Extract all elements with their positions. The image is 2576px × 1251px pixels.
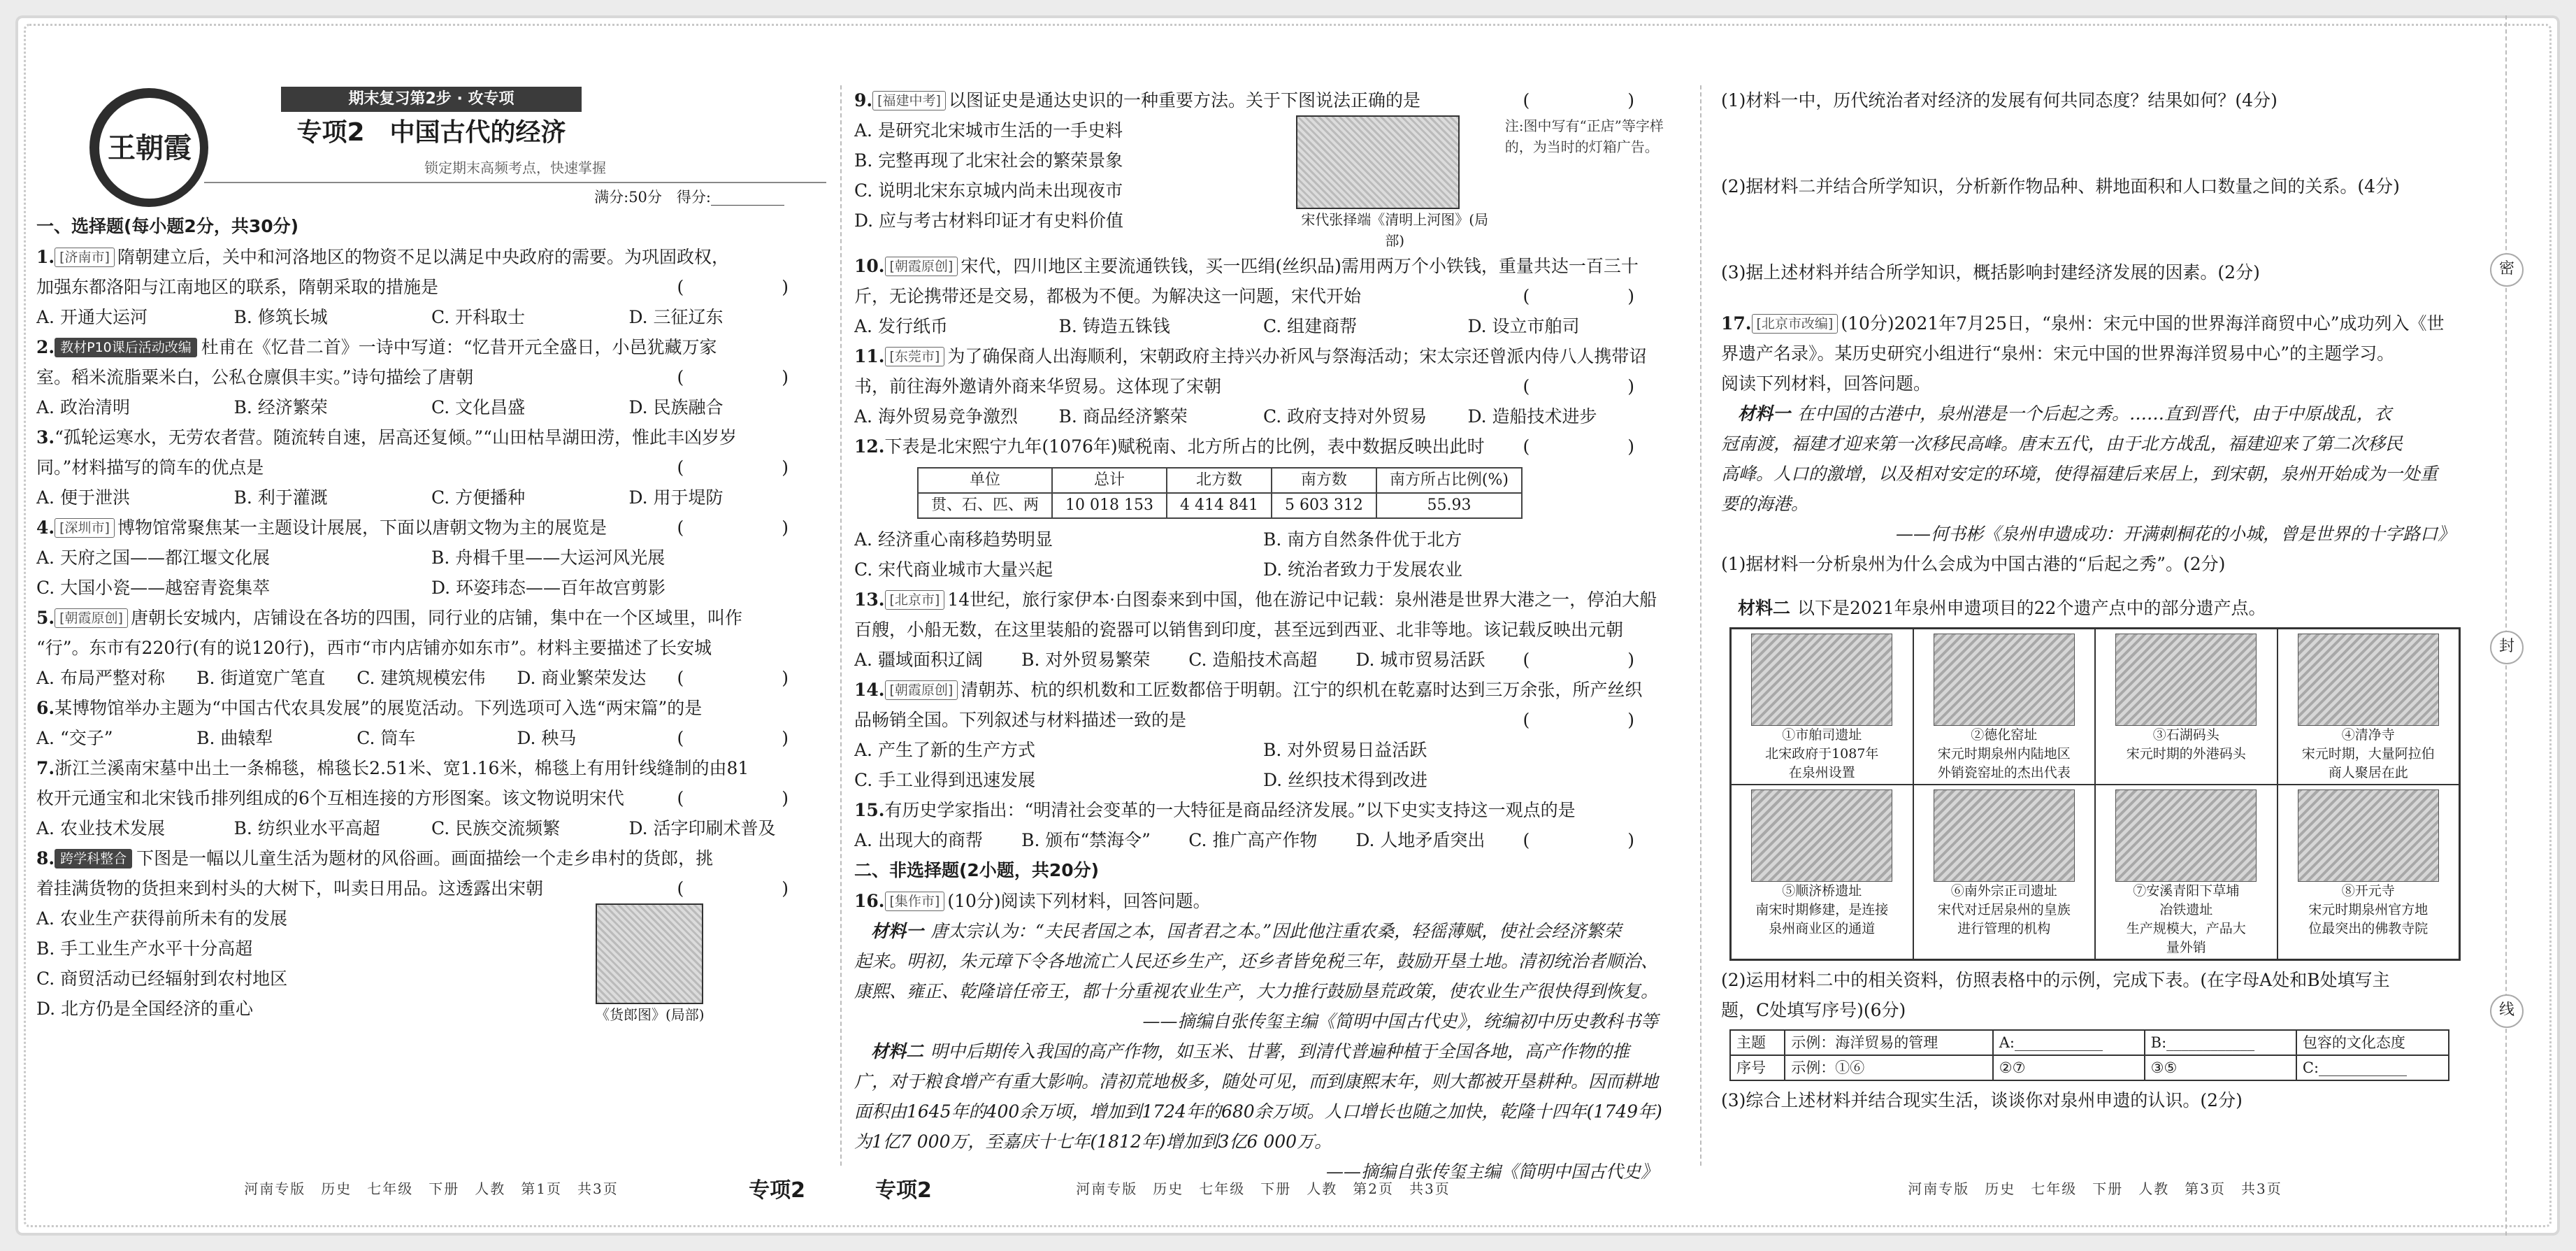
answer-bracket[interactable]: ( ) [1523, 90, 1655, 110]
subquestion: (3)据上述材料并结合所学知识，概括影响封建经济发展的因素。(2分) [1721, 262, 2260, 283]
answer-bracket[interactable]: ( ) [677, 517, 810, 538]
site-photo [1751, 634, 1892, 726]
site-desc: 南宋时期修建，是连接 [1755, 902, 1889, 917]
option[interactable]: C. 大国小瓷——越窑青瓷集萃 [36, 578, 271, 598]
question-17 [1721, 308, 2469, 1115]
q-num: 9. [854, 90, 873, 110]
site-title: ③石湖码头 [2152, 727, 2219, 743]
q-num: 5. [36, 608, 55, 628]
table-header-cell: 南方数 [1272, 468, 1376, 493]
site-photo [1934, 634, 2075, 726]
option[interactable]: C. 宋代商业城市大量兴起 [854, 559, 1053, 580]
option[interactable]: A. 出现大的商帮 [854, 830, 983, 850]
q-num: 12. [854, 436, 885, 457]
subquestion: (3)综合上述材料并结合现实生活，谈谈你对泉州申遗的认识。(2分) [1721, 1090, 2243, 1110]
q-text: 浙江兰溪南宋墓中出土一条棉毯，棉毯长2.51米、宽1.16米，棉毯上有用针线缝制的由81 [55, 758, 749, 778]
answer-bracket[interactable]: ( ) [1523, 650, 1655, 670]
site-photo [2115, 634, 2257, 726]
material-citation: ——摘编自张传玺主编《简明中国古代史》，统编初中历史教科书等 [1142, 1011, 1658, 1031]
option[interactable]: D. 人地矛盾突出 [1355, 830, 1485, 850]
answer-bracket[interactable]: ( ) [677, 367, 810, 387]
q-source: [朝霞原创] [55, 608, 128, 628]
site-desc: 宋元时期的外港码头 [2126, 746, 2246, 762]
site-desc: 位最突出的佛教寺院 [2308, 921, 2429, 936]
q-num: 1. [36, 247, 55, 267]
site-title: ⑤顺济桥遗址 [1782, 883, 1862, 899]
question-13 [854, 585, 1672, 675]
option[interactable]: D. 商业繁荣发达 [517, 668, 647, 688]
site-card [2278, 629, 2460, 785]
site-desc: 宋元时期，大量阿拉伯 [2301, 746, 2435, 762]
q-text: 品畅销全国。下列叙述与材料描述一致的是 [854, 710, 1187, 730]
option[interactable]: B. 修筑长城 [233, 307, 328, 327]
subquestion: (2)运用材料二中的相关资料，仿照表格中的示例，完成下表。(在字母A处和B处填写主 [1721, 970, 2390, 990]
question-14 [854, 675, 1672, 795]
option[interactable]: D. 造船技术进步 [1467, 406, 1597, 427]
site-desc: 宋元时期泉州官方地 [2308, 902, 2429, 917]
q-source: [北京市] [885, 590, 945, 610]
q-source: [福建中考] [872, 91, 946, 110]
section-1-heading: 一、选择题(每小题2分，共30分) [36, 216, 299, 236]
option[interactable]: B. 对外贸易繁荣 [1021, 650, 1151, 670]
page-subtitle: 锁定期末高频考点，快速掌握 [204, 154, 826, 183]
site-desc: 宋元时期泉州内陆地区 [1937, 746, 2071, 762]
answer-cell[interactable]: B:____________ [2145, 1030, 2296, 1055]
q-source: [济南市] [55, 248, 115, 267]
option[interactable]: B. 利于灌溉 [233, 487, 328, 508]
q-num: 13. [854, 589, 885, 610]
figure-caption: 宋代张择端《清明上河图》(局部) [1301, 211, 1489, 249]
header-banner: 期末复习第2步 · 攻专项 [281, 87, 582, 112]
q-text: 隋朝建立后，关中和河洛地区的物资不足以满足中央政府的需要。为巩固政权， [117, 247, 729, 267]
answer-bracket[interactable]: ( ) [677, 878, 810, 899]
table-cell: 示例：①⑥ [1785, 1055, 1992, 1080]
site-card [1731, 785, 1913, 959]
material-text: 起来。明初，朱元璋下令各地流亡人民还乡生产，还乡者皆免税三年，鼓励开垦土地。清初统治者顺治、 [854, 951, 1659, 971]
page-footer: 河南专版 历史 七年级 下册 人教 第1页 共3页 [244, 1180, 619, 1197]
site-photo [1934, 789, 2075, 882]
site-desc: 宋代对迁居泉州的皇族 [1937, 902, 2071, 917]
q-text: (10分)阅读下列材料，回答问题。 [947, 891, 1211, 911]
material-citation: ——摘编自张传玺主编《简明中国古代史》 [1325, 1161, 1658, 1182]
question-2 [36, 332, 826, 422]
qingming-scroll-image [1296, 115, 1460, 209]
q-text: 书，前往海外邀请外商来华贸易。这体现了宋朝 [854, 376, 1222, 396]
site-desc: 生产规模大，产品大 [2126, 921, 2246, 936]
question-11 [854, 341, 1672, 431]
option[interactable]: D. 环姿玮态——百年故宫剪影 [431, 578, 666, 598]
table-header-cell: 南方所占比例(%) [1376, 468, 1522, 493]
q-text: 14世纪，旅行家伊本·白图泰来到中国，他在游记中记载：泉州港是世界大港之一，停泊大船 [947, 589, 1657, 610]
subquestion: 题，C处填写序号)(6分) [1721, 1000, 1906, 1020]
q-source: [朝霞原创] [885, 257, 958, 276]
answer-space[interactable] [1721, 201, 2469, 257]
page-footer: 河南专版 历史 七年级 下册 人教 第2页 共3页 [1076, 1180, 1451, 1197]
option[interactable]: C. 文化昌盛 [431, 397, 526, 417]
answer-space[interactable] [1721, 115, 2469, 171]
option[interactable]: C. 筒车 [357, 728, 416, 748]
q-text: 下图是一幅以儿童生活为题材的风俗画。画面描绘一个走乡串村的货郎，挑 [136, 848, 714, 868]
option[interactable]: C. 说明北宋东京城内尚未出现夜市 [854, 180, 1123, 201]
material-text: 康熙、雍正、乾隆谙任帝王，都十分重视农业生产，大力推行鼓励垦荒政策，使农业生产很快得到恢复。 [854, 981, 1659, 1001]
question-5 [36, 603, 826, 693]
subquestion: (1)据材料一分析泉州为什么会成为中国古港的“后起之秀”。(2分) [1721, 554, 2226, 574]
material-text: 面积由1645年的400余万顷，增加到1724年的680余万顷。人口增长也随之加快，乾隆十四年(1749年) [854, 1101, 1662, 1122]
material-text: 要的海港。 [1721, 494, 1809, 514]
table-cell: 5 603 312 [1272, 493, 1376, 518]
page-3 [1721, 15, 2469, 1236]
subquestion: (2)据材料二并结合所学知识，分析新作物品种、耕地面积和人口数量之间的关系。(4分) [1721, 176, 2400, 196]
q-text: “行”。东市有220行(有的说120行)，西市“市内店铺亦如东市”。材料主要描述了长安城 [36, 638, 712, 658]
site-desc: 在泉州设置 [1788, 765, 1855, 780]
answer-bracket[interactable]: ( ) [677, 668, 810, 688]
option[interactable]: C. 民族交流频繁 [431, 818, 561, 838]
peddler-painting-image [596, 903, 703, 1004]
option[interactable]: D. 丝织技术得到改进 [1263, 770, 1428, 790]
option[interactable]: B. 商品经济繁荣 [1058, 406, 1188, 427]
option[interactable]: D. 统治者致力于发展农业 [1263, 559, 1463, 580]
material-label: 材料一 [1738, 403, 1791, 424]
table-cell: 序号 [1730, 1055, 1785, 1080]
exam-sheet [15, 15, 2560, 1236]
tax-table [917, 467, 1523, 519]
option[interactable]: C. 手工业得到迅速发展 [854, 770, 1036, 790]
q-text: (10分)2021年7月25日，“泉州：宋元中国的世界海洋商贸中心”成功列入《世 [1841, 313, 2445, 334]
q-num: 7. [36, 758, 55, 778]
table-row [918, 493, 1522, 518]
question-16-subquestions [1721, 85, 2469, 308]
option[interactable]: D. 设立市舶司 [1467, 316, 1580, 336]
site-photo [2298, 634, 2439, 726]
seal-char: 封 [2490, 631, 2524, 664]
q-source: [集作市] [885, 892, 945, 911]
option[interactable]: A. 发行纸币 [854, 316, 948, 336]
option[interactable]: A. 海外贸易竞争激烈 [854, 406, 1018, 427]
table-cell: ③⑤ [2145, 1055, 2296, 1080]
q-text: 着挂满货物的货担来到村头的大树下，叫卖日用品。这透露出宋朝 [36, 878, 544, 899]
q-source: [北京市改编] [1752, 314, 1839, 334]
table-row [1730, 1055, 2449, 1080]
answer-bracket[interactable]: ( ) [677, 788, 810, 808]
option[interactable]: D. 用于堤防 [628, 487, 724, 508]
q-num: 6. [36, 698, 55, 718]
material-label: 材料二 [1738, 598, 1791, 618]
site-card [1913, 785, 2096, 959]
question-9 [854, 85, 1672, 251]
option[interactable]: A. 政治清明 [36, 397, 130, 417]
option[interactable]: C. 建筑规模宏伟 [357, 668, 486, 688]
page-1 [36, 15, 826, 1236]
option[interactable]: C. 造船技术高超 [1188, 650, 1318, 670]
option[interactable]: A. 天府之国——都江堰文化展 [36, 548, 270, 568]
answer-bracket[interactable]: ( ) [677, 728, 810, 748]
site-card [2278, 785, 2460, 959]
option[interactable]: D. 秧马 [517, 728, 577, 748]
q-text: 唐朝长安城内，店铺设在各坊的四围，同行业的店铺，集中在一个区域里，叫作 [130, 608, 742, 628]
option[interactable]: B. 经济繁荣 [233, 397, 328, 417]
option[interactable]: B. 对外贸易日益活跃 [1263, 740, 1427, 760]
q-num: 15. [854, 800, 885, 820]
option[interactable]: C. 商贸活动已经辐射到农村地区 [36, 968, 288, 989]
option[interactable]: A. 开通大运河 [36, 307, 147, 327]
site-desc: 北宋政府于1087年 [1765, 746, 1879, 762]
site-desc: 泉州商业区的通道 [1769, 921, 1876, 936]
material-text: 高峰。人口的激增，以及相对安定的环境，使得福建后来居上，到宋朝，泉州开始成为一处重 [1721, 464, 2438, 484]
table-header-cell: 总计 [1052, 468, 1167, 493]
table-header-cell: 北方数 [1167, 468, 1272, 493]
option[interactable]: A. 产生了新的生产方式 [854, 740, 1035, 760]
q-num: 17. [1721, 313, 1752, 334]
option[interactable]: B. 铸造五铢钱 [1058, 316, 1170, 336]
site-title: ①市舶司遗址 [1782, 727, 1862, 743]
seal-char: 密 [2490, 253, 2524, 287]
answer-bracket[interactable]: ( ) [1523, 286, 1655, 306]
option[interactable]: B. 纺织业水平高超 [233, 818, 380, 838]
table-header-row [918, 468, 1522, 493]
material-label: 材料一 [871, 921, 924, 941]
q-text: 加强东都洛阳与江南地区的联系，隋朝采取的措施是 [36, 277, 439, 297]
q-text: 阅读下列材料，回答问题。 [1721, 373, 1931, 394]
q-text: 斤，无论携带还是交易，都极为不便。为解决这一问题，宋代开始 [854, 286, 1362, 306]
q-text: 为了确保商人出海顺利，宋朝政府主持兴办祈风与祭海活动；宋太宗还曾派内侍八人携带诏 [947, 346, 1647, 366]
answer-bracket[interactable]: ( ) [677, 457, 810, 478]
table-cell: 55.93 [1376, 493, 1522, 518]
seal-char: 线 [2490, 994, 2524, 1028]
material-citation: ——何书彬《泉州申遗成功：开满刺桐花的小城，曾是世界的十字路口》 [1895, 524, 2455, 544]
q-text: 枚开元通宝和北宋钱币排列组成的6个互相连接的方形图案。该文物说明宋代 [36, 788, 624, 808]
question-8 [36, 843, 826, 1025]
site-title: ④清净寺 [2341, 727, 2395, 743]
footer-spec-label: 专项2 [875, 1178, 932, 1203]
q-num: 3. [36, 427, 55, 448]
answer-bracket[interactable]: ( ) [1523, 710, 1655, 730]
q-source: [朝霞原创] [885, 680, 958, 700]
q-num: 4. [36, 517, 55, 538]
table-cell: 主题 [1730, 1030, 1785, 1055]
question-10 [854, 251, 1672, 341]
site-card [1731, 629, 1913, 785]
table-cell: 包容的文化态度 [2296, 1030, 2449, 1055]
q-text: 下表是北宋熙宁九年(1076年)赋税南、北方所占的比例，表中数据反映出此时 [884, 436, 1485, 457]
option[interactable]: B. 曲辕犁 [196, 728, 273, 748]
site-title: ⑧开元寺 [2341, 883, 2395, 899]
q-text: 清朝苏、杭的织机数和工匠数都倍于明朝。江宁的织机在乾嘉时达到三万余张，所产丝织 [960, 680, 1643, 700]
site-title: ⑥南外宗正司遗址 [1950, 883, 2057, 899]
table-cell: ②⑦ [1993, 1055, 2145, 1080]
figure-caption: 《货郎图》(局部) [596, 1006, 705, 1023]
answer-cell[interactable]: C:____________ [2296, 1055, 2449, 1080]
option[interactable]: A. 经济重心南移趋势明显 [854, 529, 1053, 550]
question-6 [36, 693, 826, 753]
option[interactable]: A. 农业技术发展 [36, 818, 165, 838]
q-num: 8. [36, 848, 55, 868]
q-text: 百艘，小船无数，在这里装船的瓷器可以销售到印度，甚至远到西亚、北非等地。该记载反映出元朝 [854, 620, 1624, 640]
option[interactable]: C. 开科取士 [431, 307, 526, 327]
page-title: 专项2 中国古代的经济 [296, 118, 566, 147]
question-12 [854, 431, 1672, 585]
q-num: 14. [854, 680, 885, 700]
option[interactable]: D. 活字印刷术普及 [628, 818, 776, 838]
q-text: 有历史学家指出：“明清社会变革的一大特征是商品经济发展。”以下史实支持这一观点的是 [884, 800, 1576, 820]
site-card [2095, 629, 2278, 785]
option[interactable]: D. 民族融合 [628, 397, 724, 417]
option[interactable]: A. 疆域面积辽阔 [854, 650, 983, 670]
q-num: 11. [854, 346, 885, 366]
option[interactable]: C. 政府支持对外贸易 [1263, 406, 1427, 427]
section-2-heading: 二、非选择题(2小题，共20分) [854, 860, 1100, 880]
q-text: 杜甫在《忆昔二首》一诗中写道：“忆昔开元全盛日，小邑犹藏万家 [201, 337, 717, 357]
material-text: 冠南渡，福建才迎来第一次移民高峰。唐末五代，由于北方战乱，福建迎来了第二次移民 [1721, 434, 2403, 454]
q-tag: 跨学科整合 [55, 849, 132, 868]
site-card [2095, 785, 2278, 959]
subquestion: (1)材料一中，历代统治者对经济的发展有何共同态度？结果如何？(4分) [1721, 90, 2278, 110]
table-cell: 贯、石、匹、两 [918, 493, 1052, 518]
option[interactable]: C. 组建商帮 [1263, 316, 1358, 336]
answer-space[interactable] [1721, 287, 2469, 308]
q-text: 宋代，四川地区主要流通铁钱，买一匹绢(丝织品)需用两万个小铁钱，重量共达一百三十 [960, 256, 1639, 276]
option[interactable]: D. 应与考古材料印证才有史料价值 [854, 210, 1124, 231]
answer-bracket[interactable]: ( ) [1523, 376, 1655, 396]
option[interactable]: A. 布局严整对称 [36, 668, 165, 688]
site-photo [2115, 789, 2257, 882]
option[interactable]: B. 完整再现了北宋社会的繁荣景象 [854, 150, 1123, 171]
material-text: 明中后期传入我国的高产作物，如玉米、甘薯，到清代普遍种植于全国各地，高产作物的推 [930, 1041, 1630, 1061]
site-card [1913, 629, 2096, 785]
option[interactable]: A. 农业生产获得前所未有的发展 [36, 908, 287, 929]
q-text: 界遗产名录》。某历史研究小组进行“泉州：宋元中国的世界海洋贸易中心”的主题学习。 [1721, 343, 2395, 364]
answer-bracket[interactable]: ( ) [1523, 436, 1655, 457]
option[interactable]: A. 便于泄洪 [36, 487, 130, 508]
q-source: [东莞市] [885, 347, 945, 366]
page-footer: 河南专版 历史 七年级 下册 人教 第3页 共3页 [1908, 1180, 2282, 1197]
material-text: 为1亿7 000万，至嘉庆十七年(1812年)增加到3亿6 000万。 [854, 1131, 1332, 1152]
question-16 [854, 886, 1672, 1182]
site-desc: 进行管理的机构 [1957, 921, 2051, 936]
q-text: 同。”材料描写的筒车的优点是 [36, 457, 264, 478]
material-text: 在中国的古港中，泉州港是一个后起之秀。……直到晋代，由于中原战乱，衣 [1797, 403, 2392, 424]
site-desc: 量外销 [2166, 940, 2206, 955]
option[interactable]: D. 北方仍是全国经济的重心 [36, 999, 254, 1019]
option[interactable]: B. 颁布“禁海令” [1021, 830, 1151, 850]
table-cell: 10 018 153 [1052, 493, 1167, 518]
score-field: 满分:50分 得分:__________ [594, 189, 784, 206]
q-text: 博物馆常聚焦某一主题设计展展，下面以唐朝文物为主的展览是 [117, 517, 607, 538]
option[interactable]: C. 方便播种 [431, 487, 526, 508]
site-desc: 冶铁遗址 [2159, 902, 2213, 917]
table-cell: 4 414 841 [1167, 493, 1272, 518]
site-desc: 商人聚居在此 [2328, 765, 2408, 780]
option[interactable]: A. “交子” [36, 728, 113, 748]
table-header-cell: 单位 [918, 468, 1052, 493]
q-text: 以图证史是通达史识的一种重要方法。关于下图说法正确的是 [948, 90, 1420, 110]
answer-cell[interactable]: A:____________ [1993, 1030, 2145, 1055]
site-desc: 外销瓷窑址的杰出代表 [1937, 765, 2071, 780]
q-text: 某博物馆举办主题为“中国古代农具发展”的展览活动。下列选项可入选“两宋篇”的是 [55, 698, 703, 718]
answer-bracket[interactable]: ( ) [677, 277, 810, 297]
site-photo [2298, 789, 2439, 882]
material-text: 广，对于粮食增产有重大影响。清初荒地极多，随处可见，而到康熙末年，则大都被开垦耕种。因而耕地 [854, 1071, 1659, 1092]
theme-table [1729, 1029, 2449, 1081]
site-title: ⑦安溪青阳下草埔 [2133, 883, 2240, 899]
footer-spec-label: 专项2 [749, 1178, 805, 1203]
option[interactable]: B. 南方自然条件优于北方 [1263, 529, 1462, 550]
option[interactable]: B. 舟楫千里——大运河风光展 [431, 548, 665, 568]
q-num: 16. [854, 891, 885, 911]
material-text: 以下是2021年泉州申遗项目的22个遗产点中的部分遗产点。 [1797, 598, 2266, 618]
question-4 [36, 513, 826, 603]
q-source: [深圳市] [55, 518, 115, 538]
option[interactable]: C. 推广高产作物 [1188, 830, 1318, 850]
option[interactable]: D. 城市贸易活跃 [1355, 650, 1485, 670]
question-1 [36, 242, 826, 332]
site-title: ②德化窑址 [1971, 727, 2038, 743]
material-text: 唐太宗认为：“夫民者国之本，国者君之本。”因此他注重农桑，轻徭薄赋，使社会经济繁荣 [930, 921, 1622, 941]
seal-line-margin [2498, 15, 2535, 1236]
page-divider [1700, 85, 1701, 1166]
option[interactable]: B. 手工业生产水平十分高超 [36, 938, 253, 959]
q-text: 室。稻米流脂粟米白，公私仓廪俱丰实。”诗句描绘了唐朝 [36, 367, 474, 387]
table-cell: 示例：海洋贸易的管理 [1785, 1030, 1992, 1055]
option[interactable]: B. 街道宽广笔直 [196, 668, 326, 688]
q-num: 10. [854, 256, 885, 276]
heritage-sites-grid [1729, 627, 2461, 961]
question-15 [854, 795, 1672, 855]
q-tag: 教材P10课后活动改编 [55, 338, 197, 357]
site-photo [1751, 789, 1892, 882]
figure-note: 注:图中写有“正店”等字样的，为当时的灯箱广告。 [1504, 117, 1664, 155]
option[interactable]: A. 是研究北宋城市生活的一手史料 [854, 120, 1123, 141]
answer-bracket[interactable]: ( ) [1523, 830, 1655, 850]
q-text: “孤轮运寒水，无劳农者营。随流转自速，居高还复倾。”“山田枯旱湖田涝，惟此丰凶岁岁 [55, 427, 737, 448]
logo-text: 王朝霞 [99, 98, 200, 199]
option[interactable]: D. 三征辽东 [628, 307, 724, 327]
question-7 [36, 753, 826, 843]
q-num: 2. [36, 337, 55, 357]
material-label: 材料二 [871, 1041, 924, 1061]
question-3 [36, 422, 826, 513]
table-row [1730, 1030, 2449, 1055]
page-2 [854, 15, 1672, 1236]
answer-space[interactable] [1721, 579, 2469, 593]
page-divider [840, 85, 842, 1166]
